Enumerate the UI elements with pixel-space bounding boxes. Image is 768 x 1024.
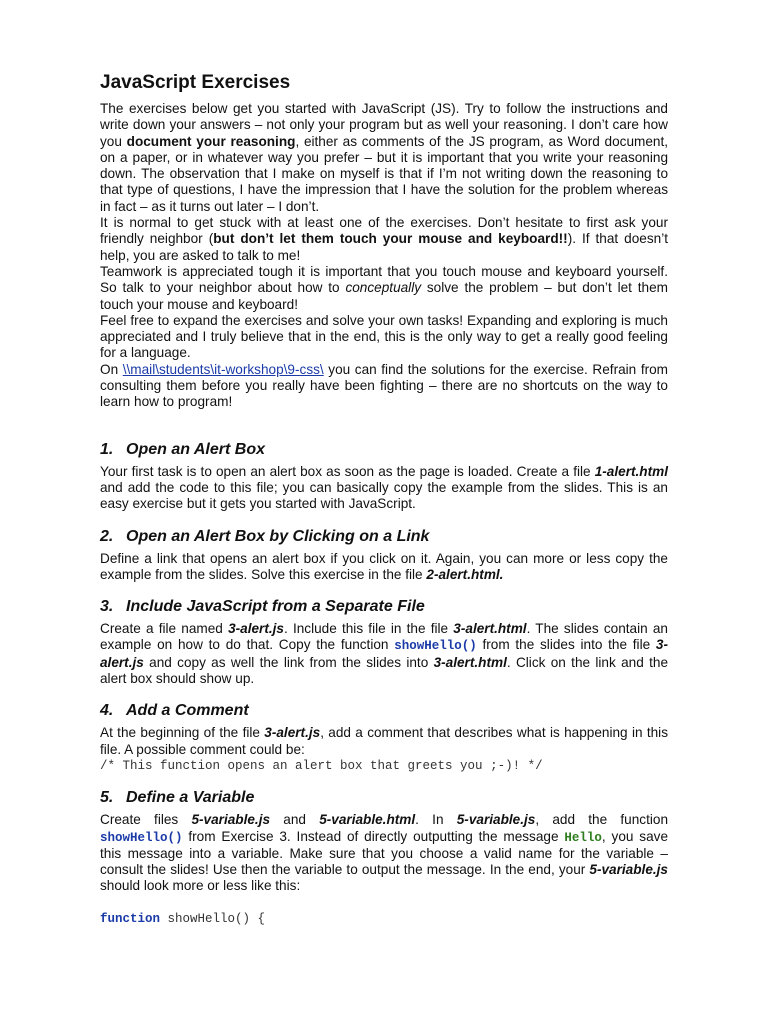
text: should look more or less like this: (100, 878, 301, 894)
intro-paragraph-2 (100, 215, 668, 264)
filename: 3-alert.html (453, 621, 527, 637)
text: Create a file named (100, 621, 229, 637)
filename: 2-alert.html. (426, 566, 504, 582)
filename: 3-alert.js (228, 621, 284, 637)
code-comment: /* This function opens an alert box that greets you ;-)! */ (100, 758, 543, 773)
section-title: Include JavaScript from a Separate File (126, 598, 425, 616)
text: and (270, 812, 320, 828)
text: solve the problem – but don’t let them touch your mouse and keyboard! (100, 280, 668, 312)
text: , either as comments of the JS program, as Word document, on a paper, or in whatever way you prefer – but it is important that you write your reasoning down. The observation that I make on myself is that if I’m not writing down the reasoning to that type of questions, I have the impression that I have the solution for the problem whereas in fact – as it turns out later – I don’t. (100, 133, 669, 214)
bold-text: but don’t let them touch your mouse and keyboard!! (213, 231, 568, 247)
section-title: Open an Alert Box (126, 440, 265, 458)
filename: 5-variable.js (456, 812, 536, 828)
code-text: showHello() { (160, 911, 266, 926)
section-body (100, 621, 668, 687)
code-block (100, 911, 668, 927)
text: , add the function (535, 812, 669, 828)
section-title: Define a Variable (126, 789, 255, 807)
section-body (100, 725, 668, 758)
text: On (100, 361, 123, 377)
section-title: Open an Alert Box by Clicking on a Link (126, 527, 430, 545)
filename: 3-alert.js (264, 725, 321, 741)
section-body (100, 551, 668, 584)
section-number: 3. (100, 598, 114, 616)
solutions-path-link[interactable]: \\mail\students\it-workshop\9-css\ (122, 361, 324, 377)
inline-code: showHello() (100, 830, 183, 845)
text: from Exercise 3. Instead of directly outputting the message (182, 828, 565, 844)
section-heading (100, 527, 668, 546)
text: . In (415, 812, 457, 828)
section-heading (100, 701, 668, 720)
intro-paragraph-1 (100, 101, 668, 215)
text: and copy as well the link from the slides into (143, 654, 434, 670)
text: , you save this message into a variable. Make sure that you choose a valid name for the variable – consult the slides! Use then the variable to output the message. In the end, your (100, 828, 669, 878)
section-title: Add a Comment (126, 702, 249, 720)
document-title: JavaScript Exercises (100, 72, 291, 93)
intro-paragraph-5 (100, 362, 668, 411)
text: Define a link that opens an alert box if you click on it. Again, you can more or less copy the example from the slides. Solve this exercise in the file (100, 550, 668, 582)
section-body (100, 464, 668, 513)
text: . Click on the link and the alert box should show up. (100, 654, 668, 687)
text: Your first task is to open an alert box as soon as the page is loaded. Create a file (100, 463, 595, 479)
section-body (100, 812, 668, 894)
filename: 5-variable.js (589, 862, 668, 878)
section-number: 4. (100, 702, 114, 720)
section-heading (100, 440, 668, 459)
intro-paragraph-3 (100, 264, 668, 313)
text: . The slides contain an example on how to do that. Copy the function (100, 621, 668, 653)
code-keyword: function (100, 911, 161, 926)
section-2 (100, 527, 668, 584)
section-heading (100, 597, 668, 616)
section-4 (100, 701, 668, 774)
section-number: 2. (100, 527, 114, 545)
filename: 3-alert.js (100, 637, 668, 670)
italic-text: conceptually (345, 280, 422, 296)
text: . Include this file in the file (283, 621, 454, 637)
section-3 (100, 597, 668, 687)
section-1 (100, 440, 668, 513)
text: Teamwork is appreciated tough it is important that you touch mouse and keyboard yourself. So talk to your neighbor about how to (100, 263, 668, 296)
text: ). If that doesn’t help, you are asked to talk to me! (100, 231, 668, 263)
section-number: 1. (100, 440, 114, 458)
inline-code: showHello() (394, 639, 477, 654)
text: and add the code to this file; you can basically copy the example from the slides. This is an easy exercise but it gets you started with JavaScript. (100, 479, 668, 512)
text: At the beginning of the file (100, 725, 265, 741)
text: It is normal to get stuck with at least one of the exercises. Don’t hesitate to first ask your friendly neighbor ( (100, 215, 668, 247)
text: The exercises below get you started with JavaScript (JS). Try to follow the instructions and write down your answers – not only your program but as well your reasoning. I don’t care how you (100, 101, 668, 149)
filename: 3-alert.html (433, 654, 507, 670)
filename: 5-variable.js (191, 812, 271, 828)
text: , add a comment that describes what is happening in this file. A possible comment could be: (100, 725, 668, 757)
section-5 (100, 788, 668, 927)
text: Create files (100, 812, 192, 828)
section-number: 5. (100, 789, 114, 807)
filename: 5-variable.html (319, 812, 416, 828)
intro-paragraph-4: Feel free to expand the exercises and solve your own tasks! Expanding and exploring is much appreciated and I truly believe that in the end, this is the only way to get a really good feeling for a language. (100, 312, 668, 361)
bold-text: document your reasoning (126, 133, 296, 149)
section-heading (100, 788, 668, 807)
document-page (100, 72, 668, 927)
filename: 1-alert.html (594, 463, 668, 479)
inline-code: Hello (564, 830, 602, 845)
text: you can find the solutions for the exercise. Refrain from consulting them before you really have been fighting – there are no shortcuts on the way to learn how to program! (100, 361, 669, 410)
text: from the slides into the file (476, 637, 656, 653)
